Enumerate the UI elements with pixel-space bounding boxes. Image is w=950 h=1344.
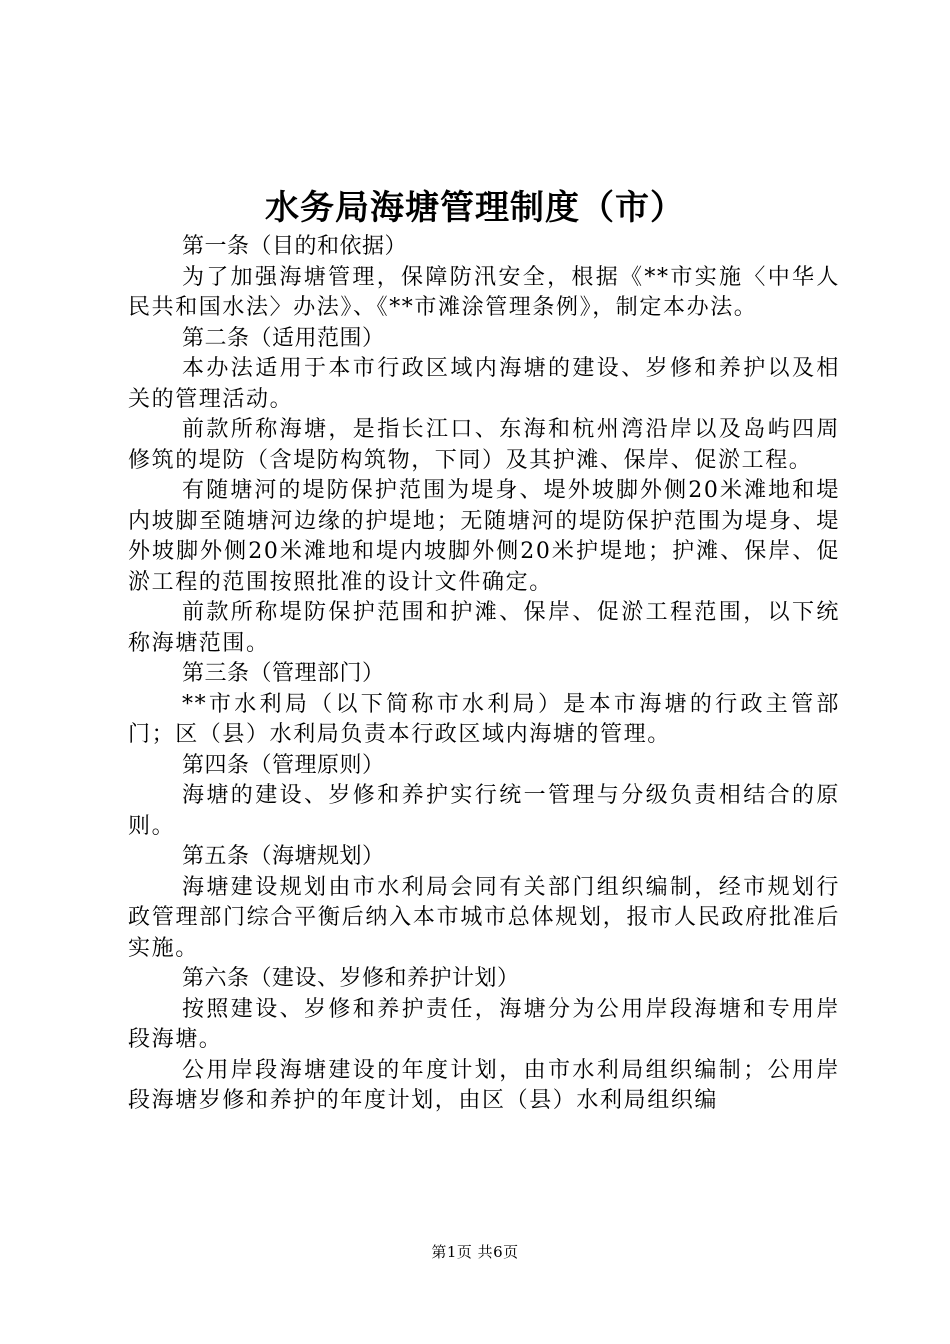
body-paragraph: 海塘的建设、岁修和养护实行统一管理与分级负责相结合的原则。 bbox=[128, 783, 840, 839]
body-paragraph: 本办法适用于本市行政区域内海塘的建设、岁修和养护以及相关的管理活动。 bbox=[128, 356, 840, 412]
body-paragraph: 前款所称堤防保护范围和护滩、保岸、促淤工程范围，以下统称海塘范围。 bbox=[128, 600, 840, 656]
document-title: 水务局海塘管理制度（市） bbox=[265, 188, 685, 228]
page-footer: 第1页 共6页 bbox=[431, 1243, 519, 1261]
article-heading: 第四条（管理原则） bbox=[182, 752, 385, 778]
body-paragraph: 为了加强海塘管理，保障防汛安全，根据《**市实施〈中华人民共和国水法〉办法》、《**市滩涂管理条例》，制定本办法。 bbox=[128, 264, 840, 320]
article-heading: 第一条（目的和依据） bbox=[182, 234, 408, 259]
body-paragraph: **市水利局（以下简称市水利局）是本市海塘的行政主管部门；区（县）水利局负责本行政区域内海塘的管理。 bbox=[128, 691, 840, 747]
article-heading: 第六条（建设、岁修和养护计划） bbox=[182, 966, 520, 991]
body-paragraph: 公用岸段海塘建设的年度计划，由市水利局组织编制；公用岸段海塘岁修和养护的年度计划，由区（县）水利局组织编 bbox=[128, 1057, 840, 1113]
article-heading: 第五条（海塘规划） bbox=[182, 844, 385, 869]
body-paragraph: 按照建设、岁修和养护责任，海塘分为公用岸段海塘和专用岸段海塘。 bbox=[128, 996, 840, 1052]
article-heading: 第二条（适用范围） bbox=[182, 325, 385, 351]
body-paragraph: 有随塘河的堤防保护范围为堤身、堤外坡脚外侧20米滩地和堤内坡脚至随塘河边缘的护堤地；无随塘河的堤防保护范围为堤身、堤外坡脚外侧20米滩地和堤内坡脚外侧20米护堤地；护滩、保岸、促淤工程的范围按照批准的设计文件确定。 bbox=[128, 478, 840, 595]
body-paragraph: 海塘建设规划由市水利局会同有关部门组织编制，经市规划行政管理部门综合平衡后纳入本市城市总体规划，报市人民政府批准后实施。 bbox=[128, 874, 840, 961]
document-body bbox=[128, 232, 840, 1117]
body-paragraph: 前款所称海塘，是指长江口、东海和杭州湾沿岸以及岛屿四周修筑的堤防（含堤防构筑物，下同）及其护滩、保岸、促淤工程。 bbox=[128, 417, 840, 473]
article-heading: 第三条（管理部门） bbox=[182, 661, 385, 686]
